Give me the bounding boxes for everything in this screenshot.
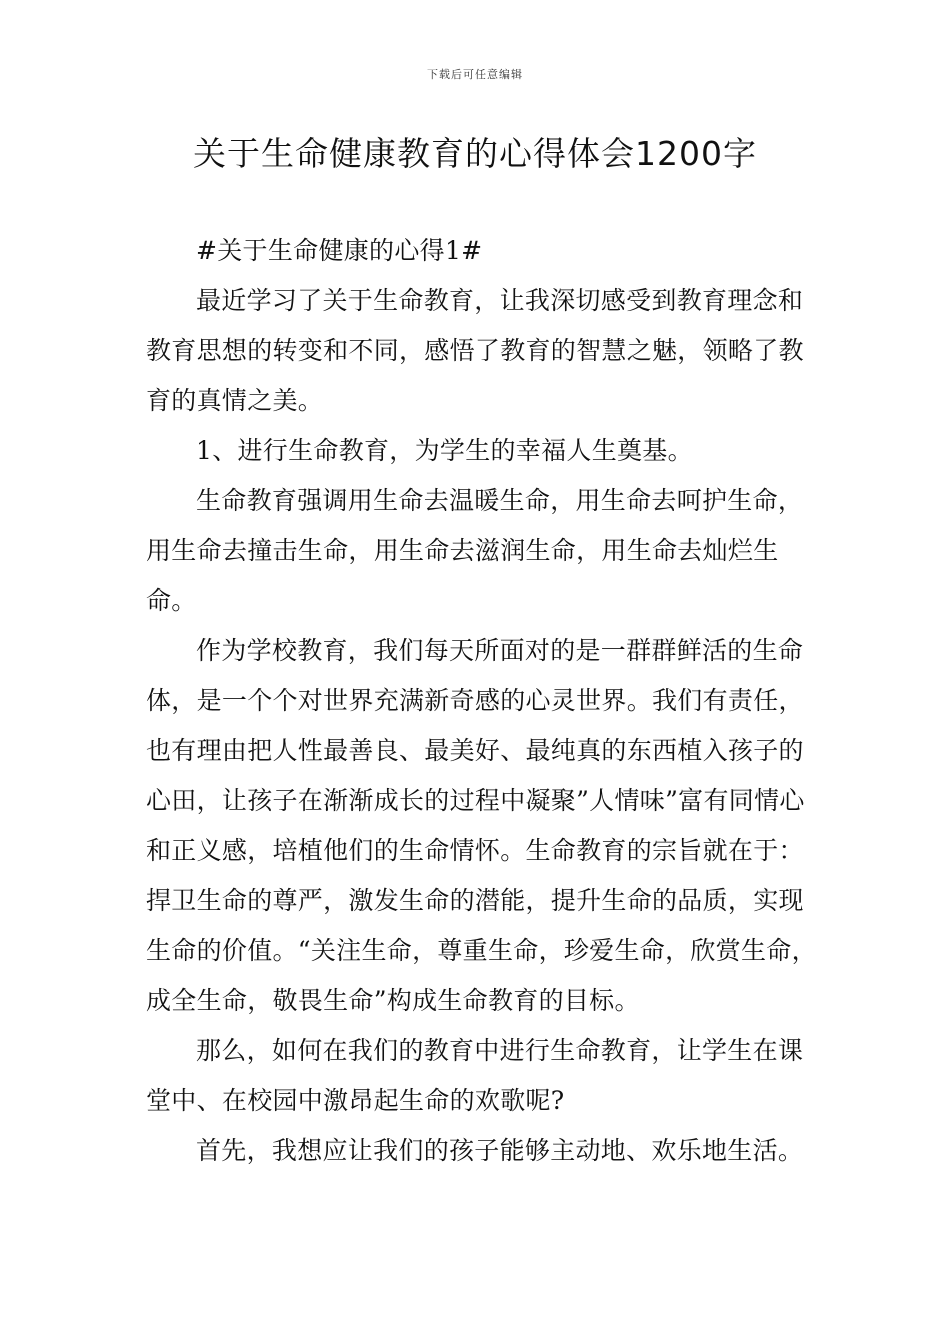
paragraph: 首先，我想应让我们的孩子能够主动地、欢乐地生活。: [196, 1136, 804, 1165]
header-note: 下载后可任意编辑: [427, 68, 523, 81]
paragraph-point-heading: 1、进行生命教育，为学生的幸福人生奠基。: [196, 436, 693, 465]
paragraph: 最近学习了关于生命教育，让我深切感受到教育理念和教育思想的转变和不同，感悟了教育的智慧之魅，领略了教育的真情之美。: [146, 286, 804, 415]
paragraph-section-heading: #关于生命健康的心得1#: [196, 236, 483, 265]
paragraph: 那么，如何在我们的教育中进行生命教育，让学生在课堂中、在校园中激昂起生命的欢歌呢?: [146, 1036, 804, 1115]
paragraph: 生命教育强调用生命去温暖生命，用生命去呵护生命，用生命去撞击生命，用生命去滋润生命，用生命去灿烂生命。: [146, 486, 804, 615]
document-title: 关于生命健康教育的心得体会1200字: [193, 134, 757, 173]
paragraph: 作为学校教育，我们每天所面对的是一群群鲜活的生命体，是一个个对世界充满新奇感的心灵世界。我们有责任，也有理由把人性最善良、最美好、最纯真的东西植入孩子的心田，让孩子在渐渐成长的过程中凝聚”人情味”富有同情心和正义感，培植他们的生命情怀。生命教育的宗旨就在于：捍卫生命的尊严，激发生命的潜能，提升生命的品质，实现生命的价值。“关注生命，尊重生命，珍爱生命，欣赏生命，成全生命，敬畏生命”构成生命教育的目标。: [146, 636, 817, 1015]
document-body: [146, 226, 826, 1176]
